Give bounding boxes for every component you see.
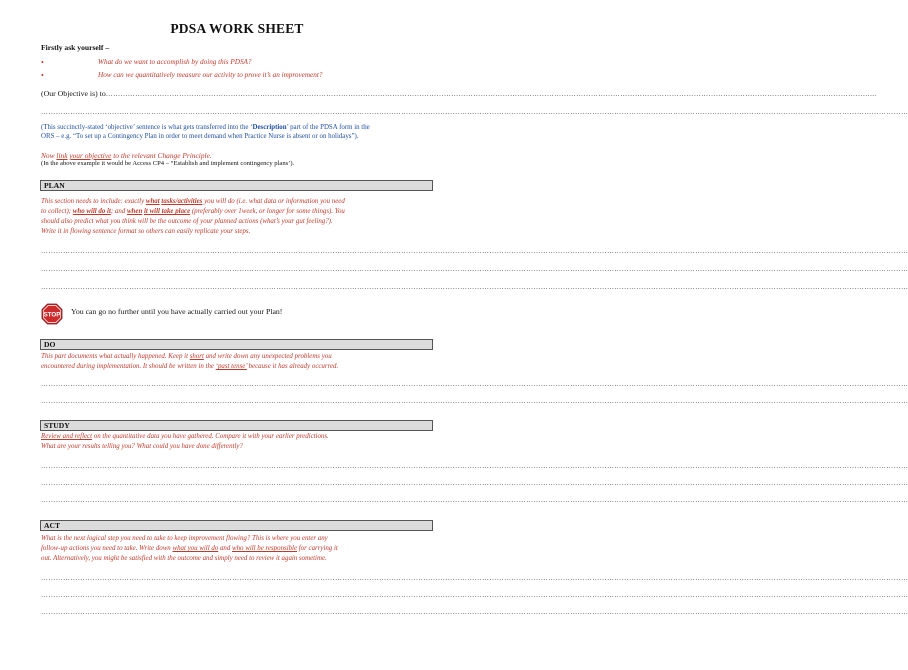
plan-line-4: Write it in flowing sentence format so others can easily replicate your steps. (41, 228, 251, 235)
act-fill-line[interactable]: ………………………………………………………………………………………………………………………………………………………………………………………………………………………………………………………………………………………………………………………… (41, 608, 908, 616)
section-header-do: DO (40, 339, 433, 350)
objective-note-line-2: ORS – e.g. “To set up a Contingency Plan in order to meet demand when Practice Nurse is absent or on holidays”). (41, 133, 359, 140)
act-fill-line[interactable]: ………………………………………………………………………………………………………………………………………………………………………………………………………………………………………………………………………………………………………………………… (41, 591, 908, 599)
objective-note-line-1: (This succinctly-stated ‘objective’ sentence is what gets transferred into the ‘Description’ part of the PDSA form in the (41, 124, 370, 131)
section-header-act: ACT (40, 520, 433, 531)
do-fill-line[interactable]: ………………………………………………………………………………………………………………………………………………………………………………………………………………………………………………………………………………………………………………………… (41, 380, 908, 388)
act-line-3: out. Alternatively, you might be satisfied with the outcome and simply need to review it again sometime. (41, 555, 327, 562)
plan-fill-line[interactable]: ………………………………………………………………………………………………………………………………………………………………………………………………………………………………………………………………………………………………………………………… (41, 283, 908, 291)
link-objective-example: (In the above example it would be Access CP4 – “Establish and implement contingency plans’). (41, 160, 295, 167)
do-line-1: This part documents what actually happened. Keep it short and write down any unexpected problems you (41, 353, 332, 360)
act-fill-line[interactable]: ………………………………………………………………………………………………………………………………………………………………………………………………………………………………………………………………………………………………………………………… (41, 574, 908, 582)
link-objective-note: Now link your objective to the relevant Change Principle. (41, 151, 212, 160)
study-fill-line[interactable]: ………………………………………………………………………………………………………………………………………………………………………………………………………………………………………………………………………………………………………………………… (41, 462, 908, 470)
objective-fill-line[interactable]: ………………………………………………………………………………………………………………………………………………………………………………………………………………………………………………………………………………………………………………………… (41, 108, 908, 116)
plan-line-3: should also predict what you think will be the outcome of your planned actions (what’s your gut feeling?). (41, 218, 333, 225)
plan-line-2: to collect); who will do it; and when it will take place (preferably over 1week, or longer for some things). You (41, 208, 345, 215)
objective-fill-dots[interactable]: ……………………………………………………………………………………………………………………………………………………………………………………………………………………………………………………………………………………... (105, 90, 877, 98)
objective-label: (Our Objective is) to (41, 89, 106, 98)
do-fill-line[interactable]: ………………………………………………………………………………………………………………………………………………………………………………………………………………………………………………………………………………………………………………………… (41, 397, 908, 405)
section-header-plan: PLAN (40, 180, 433, 191)
bullet-dot: • (41, 58, 44, 67)
bullet-dot: • (41, 71, 44, 80)
study-line-1: Review and reflect on the quantitative data you have gathered. Compare it with your earlier predictions. (41, 433, 329, 440)
do-line-2: encountered during implementation. It should be written in the ‘past tense’ because it has already occurred. (41, 363, 339, 370)
objective-line[interactable] (41, 89, 877, 98)
plan-fill-line[interactable]: ………………………………………………………………………………………………………………………………………………………………………………………………………………………………………………………………………………………………………………………… (41, 247, 908, 255)
act-line-1: What is the next logical step you need to take to keep improvement flowing? This is where you enter any (41, 535, 328, 542)
stop-sign-icon (41, 303, 63, 325)
plan-fill-line[interactable]: ………………………………………………………………………………………………………………………………………………………………………………………………………………………………………………………………………………………………………………………… (41, 265, 908, 273)
bullet-question-1: What do we want to accomplish by doing this PDSA? (98, 58, 252, 66)
ask-yourself-label: Firstly ask yourself – (41, 43, 110, 52)
study-fill-line[interactable]: ………………………………………………………………………………………………………………………………………………………………………………………………………………………………………………………………………………………………………………………… (41, 496, 908, 504)
study-fill-line[interactable]: ………………………………………………………………………………………………………………………………………………………………………………………………………………………………………………………………………………………………………………………… (41, 479, 908, 487)
plan-line-1: This section needs to include: exactly what tasks/activities you will do (i.e. what data or information you need (41, 198, 345, 205)
act-line-2: follow-up actions you need to take. Write down what you will do and who will be responsible for carrying it (41, 545, 338, 552)
stop-message: You can go no further until you have actually carried out your Plan! (71, 307, 283, 316)
svg-text:STOP: STOP (43, 311, 61, 319)
bullet-question-2: How can we quantitatively measure our activity to prove it’s an improvement? (98, 71, 323, 79)
page-title: PDSA WORK SHEET (170, 21, 304, 36)
study-line-2: What are your results telling you? What could you have done differently? (41, 443, 243, 450)
section-header-study: STUDY (40, 420, 433, 431)
